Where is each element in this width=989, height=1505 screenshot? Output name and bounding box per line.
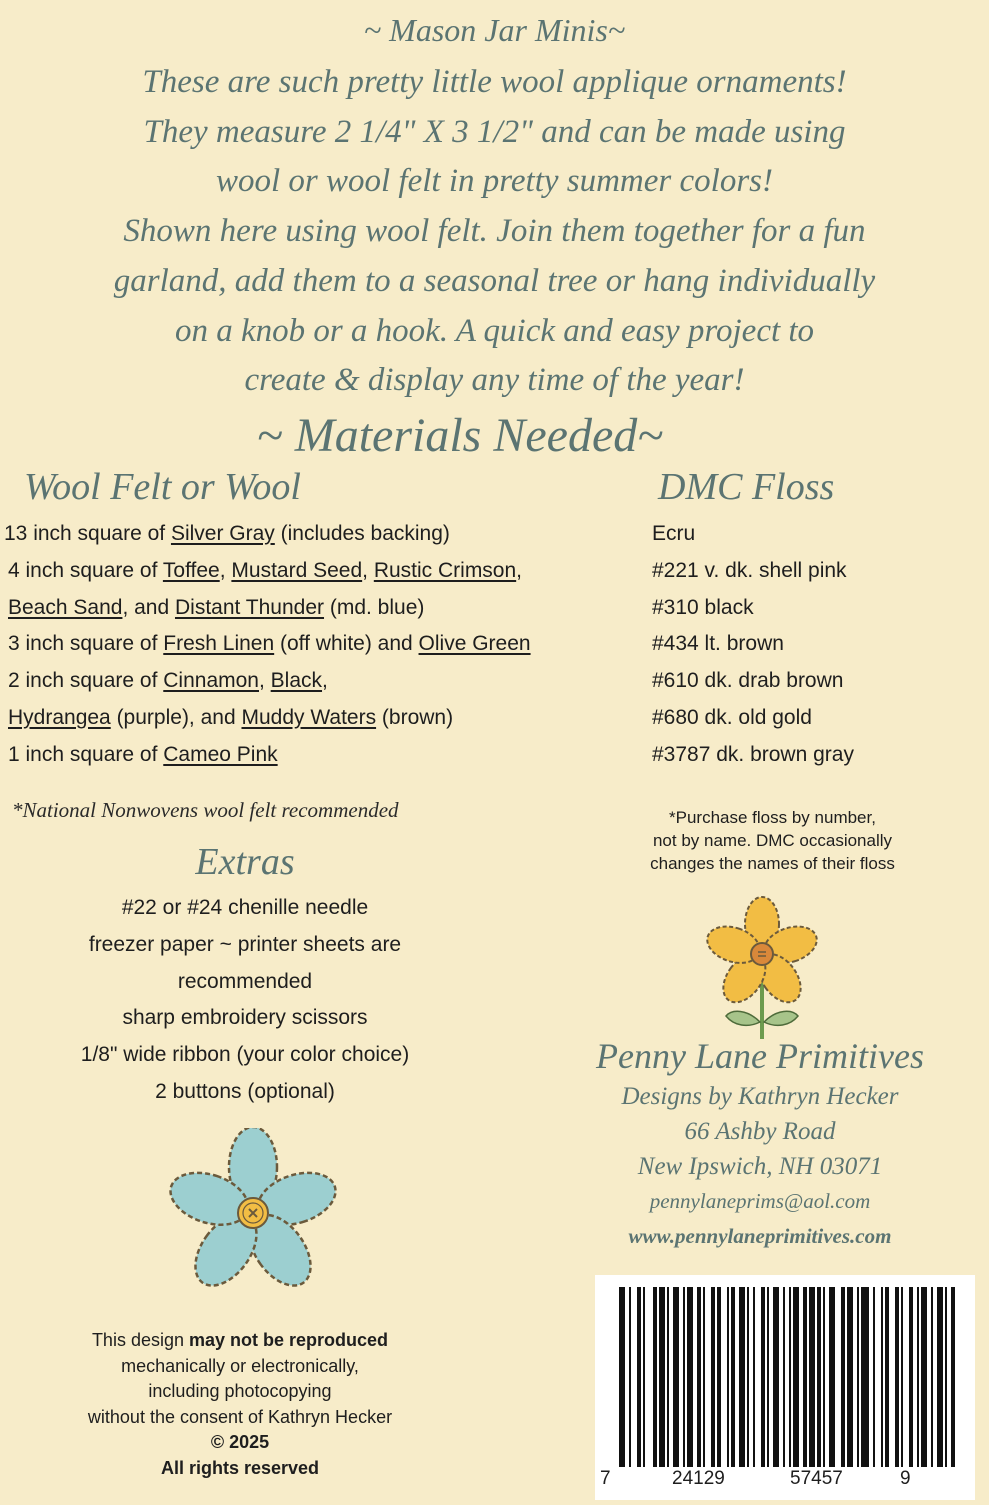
barcode-bar (861, 1287, 869, 1467)
color-name: Rustic Crimson (373, 558, 517, 582)
wool-materials-list (4, 516, 531, 774)
list-item: #310 black (652, 595, 754, 619)
company-address: Designs by Kathryn Hecker 66 Ashby Road New Ipswich, NH 03071 pennylaneprims@aol.com www.pennylaneprimitives.com (621, 1083, 899, 1249)
barcode-bar (711, 1287, 715, 1467)
barcode-bar (937, 1287, 943, 1467)
color-name: Beach Sand (8, 595, 123, 619)
intro-line: on a knob or a hook. A quick and easy project to (174, 312, 815, 349)
barcode-bar (945, 1287, 947, 1467)
barcode-bar (873, 1287, 875, 1467)
yellow-flower-icon (700, 892, 825, 1042)
color-name: Cinnamon (163, 669, 259, 693)
barcode-icon (595, 1275, 975, 1500)
intro-line: They measure 2 1/4" X 3 1/2" and can be made using (143, 113, 846, 150)
list-item: 3 inch square of Fresh Linen (off white) and Olive Green (8, 632, 531, 656)
barcode-panel (595, 1275, 975, 1500)
extras-heading: Extras (195, 841, 295, 883)
barcode-bar (773, 1287, 779, 1467)
wool-heading: Wool Felt or Wool (24, 466, 301, 508)
blue-flower-icon (168, 1128, 338, 1298)
list-item: Ecru (652, 522, 696, 545)
barcode-bar (703, 1287, 705, 1467)
color-name: Olive Green (418, 632, 531, 656)
extras-list (0, 890, 490, 1111)
copyright-notice: This design may not be reproduced mechanically or electronically, including photocopying without the consent of Kathryn Hecker © 2025 All rights reserved (87, 1330, 393, 1478)
list-item: #680 dk. old gold (652, 705, 812, 729)
list-item: recommended (177, 969, 313, 993)
list-item: 4 inch square of Toffee, Mustard Seed, Rustic Crimson, (8, 558, 523, 582)
barcode-bar (619, 1287, 625, 1467)
company-name: Penny Lane Primitives (596, 1036, 924, 1076)
list-item: freezer paper ~ printer sheets are (88, 932, 402, 956)
barcode-bar (895, 1287, 899, 1467)
list-item: #434 lt. brown (652, 632, 784, 656)
barcode-bar (931, 1287, 933, 1467)
barcode-bar (857, 1287, 859, 1467)
barcode-bar (829, 1287, 835, 1467)
barcode-bar (697, 1287, 701, 1467)
barcode-bar (753, 1287, 755, 1467)
barcode-bar (643, 1287, 645, 1467)
intro-line: Shown here using wool felt. Join them together for a fun (123, 213, 866, 250)
intro-line: These are such pretty little wool applique ornaments! (142, 64, 847, 100)
barcode-bar (761, 1287, 765, 1467)
list-item: Hydrangea (purple), and Muddy Waters (brown) (8, 705, 454, 729)
floss-note: *Purchase floss by number, not by name. DMC occasionally changes the names of their floss (650, 808, 895, 873)
barcode-bar (917, 1287, 919, 1467)
color-name: Black (270, 669, 323, 693)
floss-heading: DMC Floss (658, 466, 835, 508)
intro-line: create & display any time of the year! (244, 362, 745, 399)
barcode-bar (921, 1287, 927, 1467)
intro-line: garland, add them to a seasonal tree or hang individually (113, 262, 876, 299)
materials-heading: ~ Materials Needed~ (256, 409, 664, 462)
barcode-bar (885, 1287, 889, 1467)
barcode-bar (673, 1287, 679, 1467)
pattern-title: ~ Mason Jar Minis~ (363, 12, 626, 48)
intro-paragraph (0, 58, 989, 406)
barcode-bar (739, 1287, 745, 1467)
barcode-bar (847, 1287, 853, 1467)
wool-note: *National Nonwovens wool felt recommended (12, 798, 399, 822)
intro-line: wool or wool felt in pretty summer colors! (215, 163, 773, 200)
barcode-bar (951, 1287, 955, 1467)
barcode-bar (783, 1287, 785, 1467)
barcode-bar (727, 1287, 729, 1467)
barcode-bar (841, 1287, 845, 1467)
barcode-bar (789, 1287, 791, 1467)
list-item: 2 inch square of Cinnamon, Black, (8, 669, 328, 693)
color-name: Cameo Pink (163, 742, 278, 766)
barcode-bar (793, 1287, 799, 1467)
list-item: #221 v. dk. shell pink (652, 558, 847, 582)
barcode-bar (683, 1287, 685, 1467)
barcode-bar (767, 1287, 769, 1467)
color-name: Fresh Linen (163, 632, 275, 656)
list-item: 2 buttons (optional) (155, 1079, 335, 1103)
barcode-bar (809, 1287, 815, 1467)
barcode-bar (667, 1287, 669, 1467)
color-name: Mustard Seed (231, 558, 363, 582)
list-item: #22 or #24 chenille needle (121, 896, 369, 919)
barcode-bar (803, 1287, 807, 1467)
barcode-digit: 9 (900, 1468, 911, 1489)
barcode-bar (687, 1287, 693, 1467)
barcode-digit: 7 (600, 1468, 611, 1489)
list-item: 1/8" wide ribbon (your color choice) (80, 1043, 410, 1067)
barcode-bar (731, 1287, 735, 1467)
barcode-bar (629, 1287, 631, 1467)
list-item: sharp embroidery scissors (122, 1006, 368, 1030)
barcode-bar (901, 1287, 903, 1467)
list-item: #3787 dk. brown gray (652, 742, 854, 766)
color-name: Hydrangea (8, 705, 111, 729)
color-name: Distant Thunder (174, 595, 325, 619)
barcode-bar (747, 1287, 749, 1467)
barcode-bar (909, 1287, 913, 1467)
barcode-bar (817, 1287, 821, 1467)
list-item: Beach Sand, and Distant Thunder (md. blue) (8, 595, 425, 619)
barcode-bar (637, 1287, 641, 1467)
color-name: Muddy Waters (241, 705, 377, 729)
list-item: 1 inch square of Cameo Pink (8, 742, 278, 766)
color-name: Toffee (162, 558, 220, 582)
barcode-digit: 57457 (790, 1468, 843, 1489)
barcode-bar (823, 1287, 825, 1467)
barcode-bar (881, 1287, 883, 1467)
floss-list (652, 516, 854, 774)
barcode-bar (659, 1287, 665, 1467)
list-item: #610 dk. drab brown (652, 669, 844, 693)
color-name: Silver Gray (170, 522, 275, 545)
barcode-digit: 24129 (672, 1468, 725, 1489)
list-item: 13 inch square of Silver Gray (includes backing) (4, 522, 450, 545)
barcode-bar (653, 1287, 657, 1467)
barcode-bar (717, 1287, 721, 1467)
